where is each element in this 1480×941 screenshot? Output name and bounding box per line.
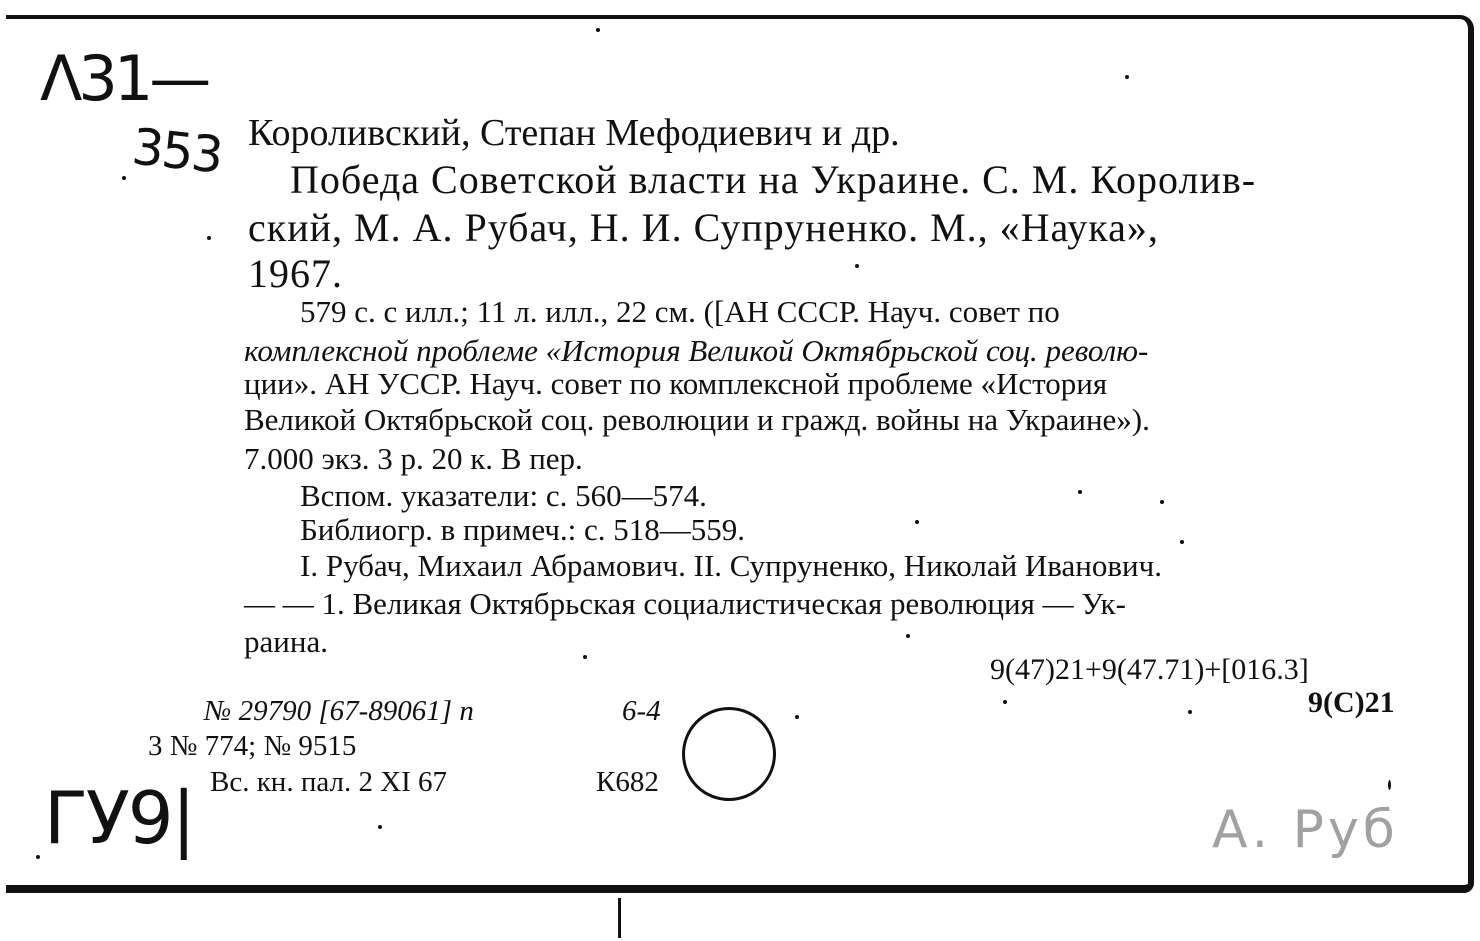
stamp-circle — [682, 707, 776, 801]
speck — [1160, 500, 1164, 504]
speck — [1003, 700, 1007, 704]
author-heading: Короливский, Степан Мефодиевич и др. — [248, 112, 900, 154]
speck — [596, 28, 600, 32]
speck — [122, 176, 126, 180]
title-line-1: Победа Советской власти на Украине. С. М. Королив- — [290, 157, 1257, 202]
title-line-3: 1967. — [248, 251, 343, 296]
description-line-3: ции». АН УССР. Науч. совет по комплексной проблеме «История — [244, 366, 1108, 401]
handwritten-call-number: Λ31— — [40, 42, 208, 115]
speck — [378, 825, 382, 829]
description-line-1: 579 с. с илл.; 11 л. илл., 22 см. ([АН СССР. Науч. совет по — [300, 294, 1060, 329]
classification-subindex: 9(C)21 — [1308, 686, 1395, 719]
z-number: 3 № 774; № 9515 — [148, 730, 357, 762]
speck — [1180, 540, 1184, 544]
tracing-line-2: — — 1. Великая Октябрьская социалистическая революция — Ук- — [244, 586, 1126, 621]
tracing-line-1: I. Рубач, Михаил Абрамович. II. Супруненко, Николай Иванович. — [300, 548, 1162, 583]
speck — [1125, 75, 1129, 79]
handwritten-shelf-code: ГУ9| — [44, 776, 194, 860]
description-line-5: 7.000 экз. 3 р. 20 к. В пер. — [244, 441, 583, 476]
handwritten-call-number-sub: 353 — [129, 117, 225, 185]
classification-index: 9(47)21+9(47.71)+[016.3] — [990, 653, 1309, 686]
note-bibliography: Библиогр. в примеч.: с. 518—559. — [300, 512, 746, 547]
order-number: № 29790 [67-89061] п — [204, 695, 474, 727]
speck — [906, 634, 910, 638]
speck — [855, 264, 859, 268]
book-chamber-date: Вс. кн. пал. 2 XI 67 — [210, 766, 448, 798]
faded-handwriting: А. Руб — [1212, 800, 1399, 860]
speck — [36, 855, 40, 859]
order-code: 6-4 — [622, 695, 661, 727]
tracing-line-3: раина. — [244, 624, 328, 659]
speck — [207, 236, 211, 240]
speck — [1078, 490, 1082, 494]
scan-mark — [618, 898, 621, 938]
description-line-2: комплексной проблеме «История Великой Октябрьской соц. револю- — [244, 333, 1149, 368]
speck — [915, 520, 919, 524]
description-line-4: Великой Октябрьской соц. революции и гражд. войны на Украине»). — [244, 402, 1150, 437]
speck — [1388, 780, 1391, 790]
note-indexes: Вспом. указатели: с. 560—574. — [300, 478, 707, 513]
title-line-2: ский, М. А. Рубач, Н. И. Супруненко. М., «Наука», — [248, 205, 1159, 250]
k-code: К682 — [596, 766, 659, 798]
speck — [1188, 710, 1192, 714]
speck — [583, 655, 587, 659]
speck — [795, 715, 799, 719]
